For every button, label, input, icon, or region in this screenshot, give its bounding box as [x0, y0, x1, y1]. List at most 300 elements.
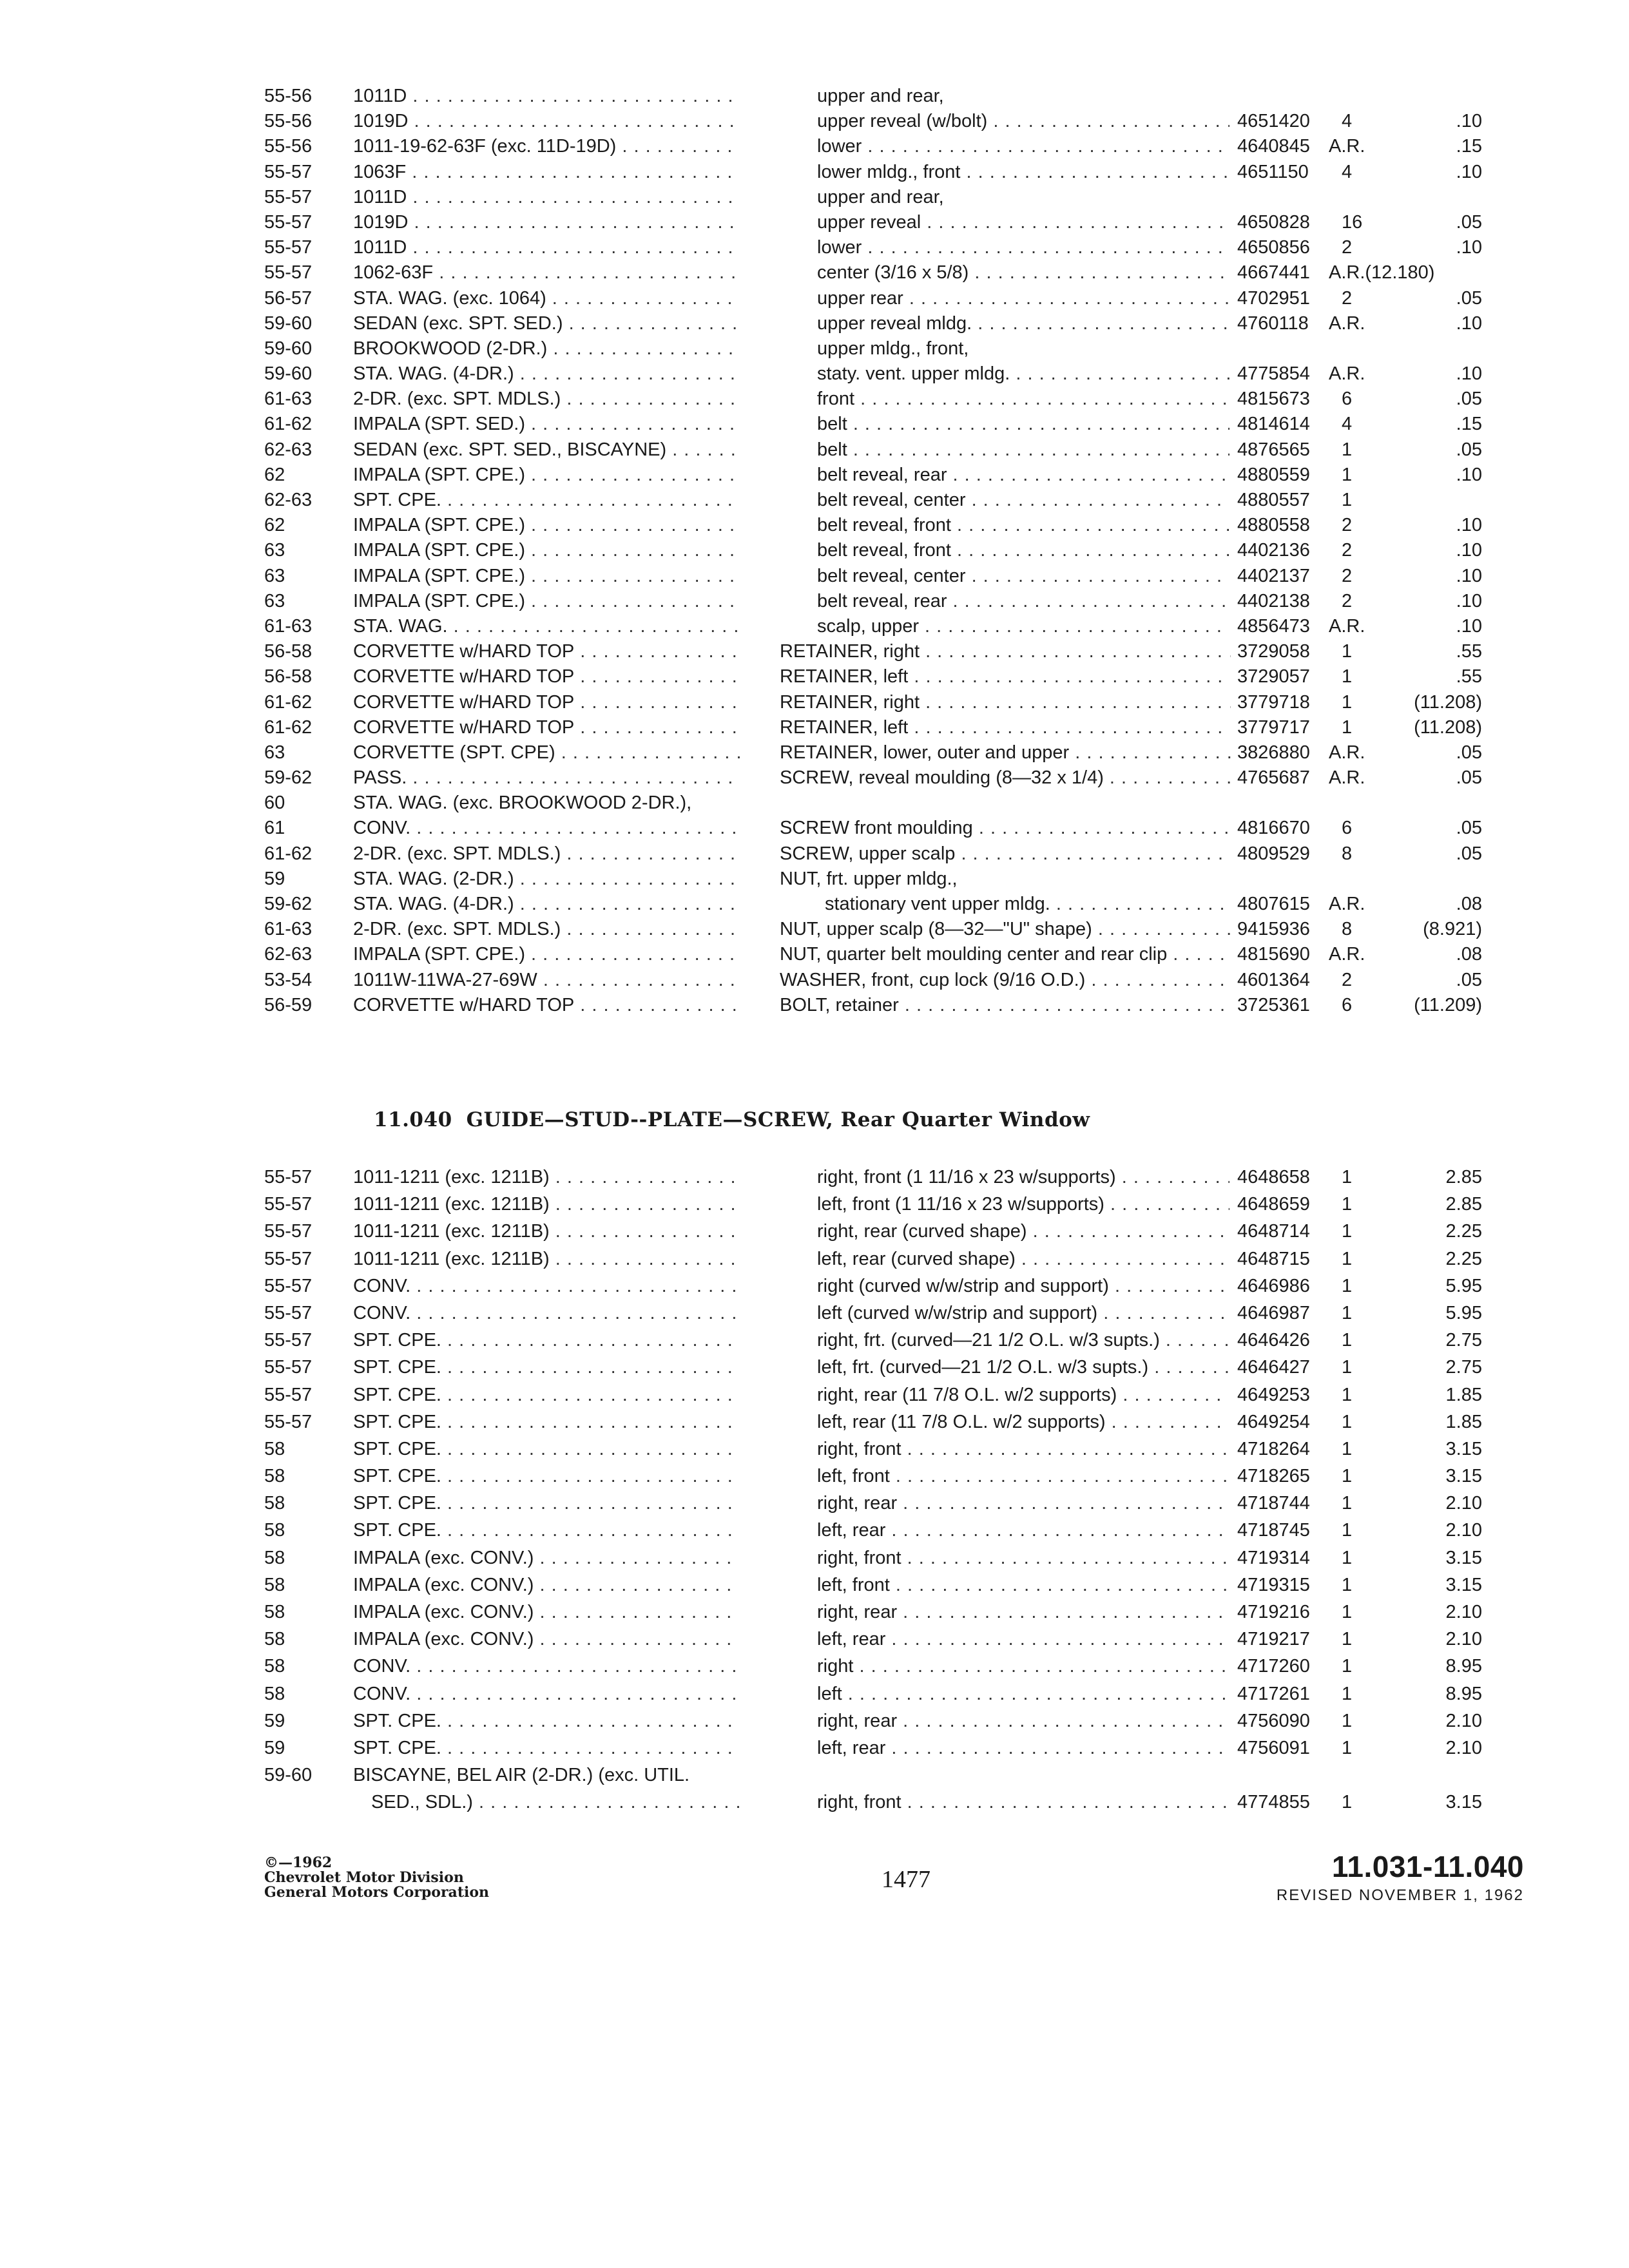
part-number-cell: 4640845: [1237, 136, 1310, 157]
description-text: belt: [817, 439, 847, 460]
price-cell: .10: [1456, 363, 1482, 385]
year-cell: 63: [264, 742, 285, 763]
publisher-block: [264, 1856, 489, 1900]
year-cell: 55-57: [264, 1167, 313, 1187]
model-text: CONV.: [353, 1656, 411, 1677]
price-cell: 1.85: [1445, 1411, 1482, 1432]
quantity-cell: 1: [1342, 464, 1353, 485]
table-row: [264, 1518, 1482, 1545]
part-number-cell: 4719315: [1237, 1574, 1310, 1595]
quantity-cell: 1: [1342, 1792, 1353, 1813]
part-number-cell: 3729058: [1237, 641, 1310, 662]
price-cell: .10: [1456, 565, 1482, 586]
price-cell: 3.15: [1445, 1438, 1482, 1459]
quantity-cell: A.R.: [1329, 363, 1365, 385]
table-row: [264, 664, 1482, 689]
model-text: SPT. CPE.: [353, 1438, 441, 1459]
quantity-cell: 1: [1342, 1438, 1353, 1459]
price-cell: .08: [1456, 944, 1482, 965]
table-row: [264, 1790, 1482, 1817]
part-number-cell: 4651420: [1237, 111, 1310, 132]
revision-date: REVISED NOVEMBER 1, 1962: [1276, 1887, 1524, 1904]
model-text: CORVETTE w/HARD TOP: [353, 691, 575, 713]
model-text: SPT. CPE.: [353, 1330, 441, 1351]
year-cell: 55-57: [264, 1194, 313, 1215]
table-row: [264, 311, 1482, 336]
year-cell: 55-57: [264, 1411, 313, 1432]
price-cell: .10: [1456, 161, 1482, 182]
table-row: [264, 564, 1482, 589]
quantity-cell: 1: [1342, 666, 1353, 687]
year-cell: 58: [264, 1547, 285, 1568]
year-cell: 58: [264, 1683, 285, 1704]
description-text: left, rear: [817, 1629, 886, 1650]
model-text: 1011D: [353, 186, 407, 207]
year-cell: 58: [264, 1520, 285, 1541]
model-text: STA. WAG. (exc. BROOKWOOD 2-DR.),: [353, 793, 692, 814]
quantity-cell: 1: [1342, 691, 1353, 713]
model-text: SPT. CPE.: [353, 490, 441, 510]
part-number-cell: 3729057: [1237, 666, 1310, 687]
quantity-cell: 2: [1342, 590, 1353, 611]
price-cell: 8.95: [1445, 1683, 1482, 1704]
part-number-cell: 4717261: [1237, 1683, 1310, 1704]
price-cell: .10: [1456, 515, 1482, 536]
price-cell: .05: [1456, 843, 1482, 864]
year-cell: 58: [264, 1466, 285, 1487]
quantity-cell: 1: [1342, 1574, 1353, 1595]
quantity-cell: A.R.(12.180): [1329, 262, 1435, 284]
year-cell: 59-62: [264, 767, 313, 789]
description-text: upper reveal: [817, 211, 921, 233]
year-cell: 59-60: [264, 363, 313, 385]
table-row: [264, 1736, 1482, 1763]
price-cell: .10: [1456, 615, 1482, 637]
description-text: left, front (1 11/16 x 23 w/supports): [817, 1194, 1104, 1215]
description-text: belt reveal, center: [817, 490, 966, 510]
model-text: CORVETTE w/HARD TOP: [353, 994, 575, 1015]
year-cell: 53-54: [264, 969, 313, 990]
description-text: right, rear: [817, 1602, 898, 1622]
price-cell: 2.10: [1445, 1737, 1482, 1758]
year-cell: 58: [264, 1602, 285, 1622]
page-number: 1477: [882, 1866, 930, 1893]
price-cell: 2.85: [1445, 1194, 1482, 1215]
model-text: BROOKWOOD (2-DR.): [353, 338, 548, 359]
model-text: SED., SDL.): [371, 1792, 473, 1813]
model-text: 1011-1211 (exc. 1211B): [353, 1167, 550, 1187]
year-cell: 55-57: [264, 237, 313, 258]
model-text: 1062-63F: [353, 262, 434, 284]
price-cell: .08: [1456, 894, 1482, 914]
quantity-cell: A.R.: [1329, 894, 1365, 914]
part-number-cell: 4718744: [1237, 1493, 1310, 1514]
part-number-cell: 4648659: [1237, 1194, 1310, 1215]
description-text: RETAINER, right: [780, 641, 920, 662]
part-number-cell: 4601364: [1237, 969, 1310, 990]
price-cell: .05: [1456, 439, 1482, 460]
description-text: NUT, quarter belt moulding center and rear clip: [780, 944, 1168, 965]
part-number-cell: 4856473: [1237, 615, 1310, 637]
quantity-cell: 6: [1342, 389, 1353, 410]
year-cell: 61-63: [264, 615, 313, 637]
price-cell: .05: [1456, 211, 1482, 233]
quantity-cell: 2: [1342, 969, 1353, 990]
quantity-cell: 1: [1342, 716, 1353, 738]
part-number-cell: 4402137: [1237, 565, 1310, 586]
table-row: [264, 84, 1482, 109]
table-row: [264, 639, 1482, 664]
part-number-cell: 4649253: [1237, 1384, 1310, 1405]
year-cell: 62: [264, 464, 285, 485]
description-text: lower: [817, 237, 862, 258]
part-number-cell: 4756090: [1237, 1710, 1310, 1731]
quantity-cell: 1: [1342, 1493, 1353, 1514]
model-text: SPT. CPE.: [353, 1737, 441, 1758]
year-cell: 61-62: [264, 716, 313, 738]
quantity-cell: 1: [1342, 1221, 1353, 1242]
price-cell: .05: [1456, 767, 1482, 789]
table-row: [264, 361, 1482, 387]
part-number-cell: 4651150: [1237, 161, 1309, 182]
year-cell: 59: [264, 1737, 285, 1758]
table-row: [264, 867, 1482, 892]
description-text: left: [817, 1683, 842, 1704]
table-row: [264, 1219, 1482, 1246]
quantity-cell: 1: [1342, 1302, 1353, 1323]
year-cell: 58: [264, 1656, 285, 1677]
table-row: [264, 816, 1482, 841]
description-text: staty. vent. upper mldg.: [817, 363, 1010, 385]
model-text: IMPALA (SPT. CPE.): [353, 464, 525, 485]
table-row: [264, 1627, 1482, 1654]
model-text: SPT. CPE.: [353, 1384, 441, 1405]
part-number-cell: 4650856: [1237, 237, 1310, 258]
model-text: IMPALA (exc. CONV.): [353, 1602, 534, 1622]
description-text: left, frt. (curved—21 1/2 O.L. w/3 supts.): [817, 1357, 1149, 1378]
price-cell: (8.921): [1423, 919, 1482, 940]
part-number-cell: 4646986: [1237, 1275, 1310, 1296]
model-text: CORVETTE w/HARD TOP: [353, 716, 575, 738]
year-cell: 61-62: [264, 691, 313, 713]
model-text: IMPALA (exc. CONV.): [353, 1629, 534, 1650]
section-range: 11.031-11.040: [1331, 1850, 1524, 1883]
description-text: upper rear: [817, 287, 903, 309]
year-cell: 63: [264, 590, 285, 611]
price-cell: .10: [1456, 111, 1482, 132]
table-row: [264, 1654, 1482, 1681]
description-text: right, front: [817, 1792, 901, 1813]
bottom-parts-table: [264, 1165, 1482, 1818]
model-text: SPT. CPE.: [353, 1466, 441, 1487]
table-row: [264, 235, 1482, 260]
table-row: [264, 1301, 1482, 1328]
top-parts-table: [264, 84, 1482, 1018]
model-text: CORVETTE w/HARD TOP: [353, 641, 575, 662]
quantity-cell: 1: [1342, 1466, 1353, 1487]
part-number-cell: 4402138: [1237, 590, 1310, 611]
quantity-cell: 1: [1342, 1275, 1353, 1296]
part-number-cell: 4648658: [1237, 1167, 1310, 1187]
part-number-cell: 4816670: [1237, 818, 1310, 839]
year-cell: 61-63: [264, 919, 313, 940]
year-cell: 62-63: [264, 490, 313, 510]
table-row: [264, 614, 1482, 639]
part-number-cell: 4646426: [1237, 1330, 1310, 1351]
part-number-cell: 4648715: [1237, 1248, 1310, 1269]
quantity-cell: 6: [1342, 994, 1353, 1015]
quantity-cell: 1: [1342, 1384, 1353, 1405]
table-row: [264, 841, 1482, 867]
description-text: upper reveal (w/bolt): [817, 111, 988, 132]
price-cell: .55: [1456, 666, 1482, 687]
table-row: [264, 1355, 1482, 1382]
model-text: IMPALA (exc. CONV.): [353, 1547, 534, 1568]
price-cell: (11.209): [1414, 994, 1482, 1015]
part-number-cell: 4649254: [1237, 1411, 1310, 1432]
model-text: CONV.: [353, 1302, 411, 1323]
table-row: [264, 1763, 1482, 1790]
price-cell: (11.208): [1414, 716, 1482, 738]
year-cell: 55-57: [264, 1357, 313, 1378]
description-text: upper and rear,: [817, 186, 944, 207]
model-text: CONV.: [353, 818, 411, 839]
quantity-cell: A.R.: [1329, 944, 1365, 965]
description-text: right, rear: [817, 1710, 898, 1731]
description-text: left, front: [817, 1574, 890, 1595]
model-text: SPT. CPE.: [353, 1411, 441, 1432]
year-cell: 55-57: [264, 161, 313, 182]
price-cell: .55: [1456, 641, 1482, 662]
price-cell: .05: [1456, 389, 1482, 410]
description-text: SCREW front moulding: [780, 818, 973, 839]
price-cell: .10: [1456, 464, 1482, 485]
quantity-cell: 1: [1342, 1656, 1353, 1677]
table-row: [264, 134, 1482, 159]
price-cell: 2.75: [1445, 1330, 1482, 1351]
description-text: belt reveal, front: [817, 515, 951, 536]
part-number-cell: 3779718: [1237, 691, 1310, 713]
model-text: 1011D: [353, 86, 407, 106]
price-cell: 3.15: [1445, 1574, 1482, 1595]
quantity-cell: A.R.: [1329, 312, 1365, 334]
quantity-cell: 1: [1342, 641, 1353, 662]
copyright-line: ©—1962: [264, 1854, 333, 1871]
year-cell: 55-57: [264, 1330, 313, 1351]
quantity-cell: A.R.: [1329, 136, 1365, 157]
quantity-cell: 1: [1342, 1710, 1353, 1731]
year-cell: 59-60: [264, 1765, 313, 1786]
description-text: left, rear (11 7/8 O.L. w/2 supports): [817, 1411, 1106, 1432]
description-text: right, rear (curved shape): [817, 1221, 1027, 1242]
model-text: IMPALA (SPT. CPE.): [353, 944, 525, 965]
table-row: [264, 488, 1482, 513]
description-text: left, rear (curved shape): [817, 1248, 1016, 1269]
quantity-cell: 1: [1342, 1248, 1353, 1269]
part-number-cell: 4717260: [1237, 1656, 1310, 1677]
part-number-cell: 4719217: [1237, 1629, 1310, 1650]
description-text: BOLT, retainer: [780, 994, 899, 1015]
part-number-cell: 4718745: [1237, 1520, 1310, 1541]
year-cell: 55-57: [264, 1248, 313, 1269]
model-text: STA. WAG.: [353, 615, 448, 637]
description-text: lower mldg., front: [817, 161, 961, 182]
quantity-cell: 1: [1342, 1629, 1353, 1650]
model-text: BISCAYNE, BEL AIR (2-DR.) (exc. UTIL.: [353, 1765, 690, 1786]
year-cell: 55-57: [264, 1302, 313, 1323]
model-text: 2-DR. (exc. SPT. MDLS.): [353, 389, 561, 410]
description-text: right: [817, 1656, 854, 1677]
price-cell: (11.208): [1414, 691, 1482, 713]
part-number-cell: 4718264: [1237, 1438, 1310, 1459]
part-number-cell: 3826880: [1237, 742, 1310, 763]
price-cell: 5.95: [1445, 1302, 1482, 1323]
year-cell: 55-57: [264, 211, 313, 233]
quantity-cell: 2: [1342, 540, 1353, 561]
price-cell: .05: [1456, 969, 1482, 990]
part-number-cell: 4815690: [1237, 944, 1310, 965]
year-cell: 61-63: [264, 389, 313, 410]
table-row: [264, 412, 1482, 437]
description-text: lower: [817, 136, 862, 157]
quantity-cell: 2: [1342, 287, 1353, 309]
price-cell: 8.95: [1445, 1656, 1482, 1677]
part-number-cell: 9415936: [1237, 919, 1310, 940]
price-cell: 3.15: [1445, 1466, 1482, 1487]
model-text: SEDAN (exc. SPT. SED.): [353, 312, 563, 334]
year-cell: 55-57: [264, 262, 313, 284]
quantity-cell: 4: [1342, 414, 1353, 435]
model-text: IMPALA (SPT. CPE.): [353, 590, 525, 611]
description-text: right, rear (11 7/8 O.L. w/2 supports): [817, 1384, 1117, 1405]
quantity-cell: 16: [1342, 211, 1363, 233]
year-cell: 59: [264, 1710, 285, 1731]
description-text: belt reveal, center: [817, 565, 966, 586]
description-text: SCREW, reveal moulding (8—32 x 1/4): [780, 767, 1104, 789]
model-text: 1019D: [353, 111, 409, 132]
model-text: 1011W-11WA-27-69W: [353, 969, 537, 990]
description-text: left, rear: [817, 1520, 886, 1541]
part-number-cell: 4775854: [1237, 363, 1310, 385]
model-text: SPT. CPE.: [353, 1710, 441, 1731]
table-row: [264, 463, 1482, 488]
description-text: right, rear: [817, 1493, 898, 1514]
model-text: SPT. CPE.: [353, 1520, 441, 1541]
model-text: 1011-1211 (exc. 1211B): [353, 1221, 550, 1242]
year-cell: 55-57: [264, 1384, 313, 1405]
table-row: [264, 1410, 1482, 1437]
model-text: IMPALA (SPT. CPE.): [353, 565, 525, 586]
price-cell: .10: [1456, 540, 1482, 561]
year-cell: 58: [264, 1438, 285, 1459]
year-cell: 62-63: [264, 439, 313, 460]
table-row: [264, 437, 1482, 463]
model-text: 2-DR. (exc. SPT. MDLS.): [353, 843, 561, 864]
quantity-cell: 1: [1342, 439, 1353, 460]
quantity-cell: 1: [1342, 1167, 1353, 1187]
year-cell: 59-60: [264, 312, 313, 334]
year-cell: 62: [264, 515, 285, 536]
part-number-cell: 4880557: [1237, 490, 1310, 510]
part-number-cell: 4765687: [1237, 767, 1310, 789]
description-text: NUT, frt. upper mldg.,: [780, 868, 958, 889]
description-text: belt reveal, rear: [817, 464, 947, 485]
quantity-cell: 8: [1342, 919, 1353, 940]
quantity-cell: 4: [1342, 111, 1353, 132]
table-row: [264, 589, 1482, 614]
table-row: [264, 892, 1482, 917]
description-text: RETAINER, left: [780, 666, 909, 687]
table-row: [264, 513, 1482, 538]
quantity-cell: 2: [1342, 565, 1353, 586]
quantity-cell: 1: [1342, 1194, 1353, 1215]
quantity-cell: 1: [1342, 1737, 1353, 1758]
table-row: [264, 1464, 1482, 1491]
table-row: [264, 1491, 1482, 1518]
part-number-cell: 4719216: [1237, 1602, 1310, 1622]
description-text: right, front (1 11/16 x 23 w/supports): [817, 1167, 1116, 1187]
section-title: GUIDE—STUD--PLATE—SCREW, Rear Quarter Window: [466, 1108, 1090, 1131]
year-cell: 61-62: [264, 414, 313, 435]
model-text: IMPALA (SPT. CPE.): [353, 540, 525, 561]
year-cell: 56-57: [264, 287, 313, 309]
description-text: front: [817, 389, 855, 410]
year-cell: 58: [264, 1493, 285, 1514]
quantity-cell: A.R.: [1329, 767, 1365, 789]
part-number-cell: 4880558: [1237, 515, 1310, 536]
quantity-cell: 1: [1342, 1547, 1353, 1568]
model-text: 1063F: [353, 161, 407, 182]
part-number-cell: 4880559: [1237, 464, 1310, 485]
year-cell: 59: [264, 868, 285, 889]
model-text: STA. WAG. (2-DR.): [353, 868, 514, 889]
price-cell: .15: [1456, 414, 1482, 435]
price-cell: 2.10: [1445, 1710, 1482, 1731]
part-number-cell: 4807615: [1237, 894, 1310, 914]
table-row: [264, 765, 1482, 791]
model-text: 1019D: [353, 211, 409, 233]
model-text: IMPALA (exc. CONV.): [353, 1574, 534, 1595]
table-row: [264, 210, 1482, 235]
description-text: RETAINER, right: [780, 691, 920, 713]
price-cell: 2.10: [1445, 1493, 1482, 1514]
price-cell: .05: [1456, 742, 1482, 763]
year-cell: 55-56: [264, 111, 313, 132]
price-cell: 2.85: [1445, 1167, 1482, 1187]
table-row: [264, 1573, 1482, 1600]
quantity-cell: 1: [1342, 1520, 1353, 1541]
part-number-cell: 3725361: [1237, 994, 1310, 1015]
description-text: belt: [817, 414, 847, 435]
year-cell: 59-62: [264, 894, 313, 914]
part-number-cell: 4646987: [1237, 1302, 1310, 1323]
table-row: [264, 1274, 1482, 1301]
part-number-cell: 4667441: [1237, 262, 1310, 284]
price-cell: .05: [1456, 818, 1482, 839]
description-text: upper and rear,: [817, 86, 944, 106]
table-row: [264, 715, 1482, 740]
table-row: [264, 1682, 1482, 1709]
quantity-cell: 1: [1342, 490, 1353, 510]
year-cell: 55-57: [264, 186, 313, 207]
model-text: CORVETTE (SPT. CPE): [353, 742, 555, 763]
year-cell: 55-56: [264, 86, 313, 106]
part-number-cell: 4814614: [1237, 414, 1310, 435]
year-cell: 56-58: [264, 641, 313, 662]
model-text: IMPALA (SPT. CPE.): [353, 515, 525, 536]
part-number-cell: 4719314: [1237, 1547, 1310, 1568]
table-row: [264, 387, 1482, 412]
